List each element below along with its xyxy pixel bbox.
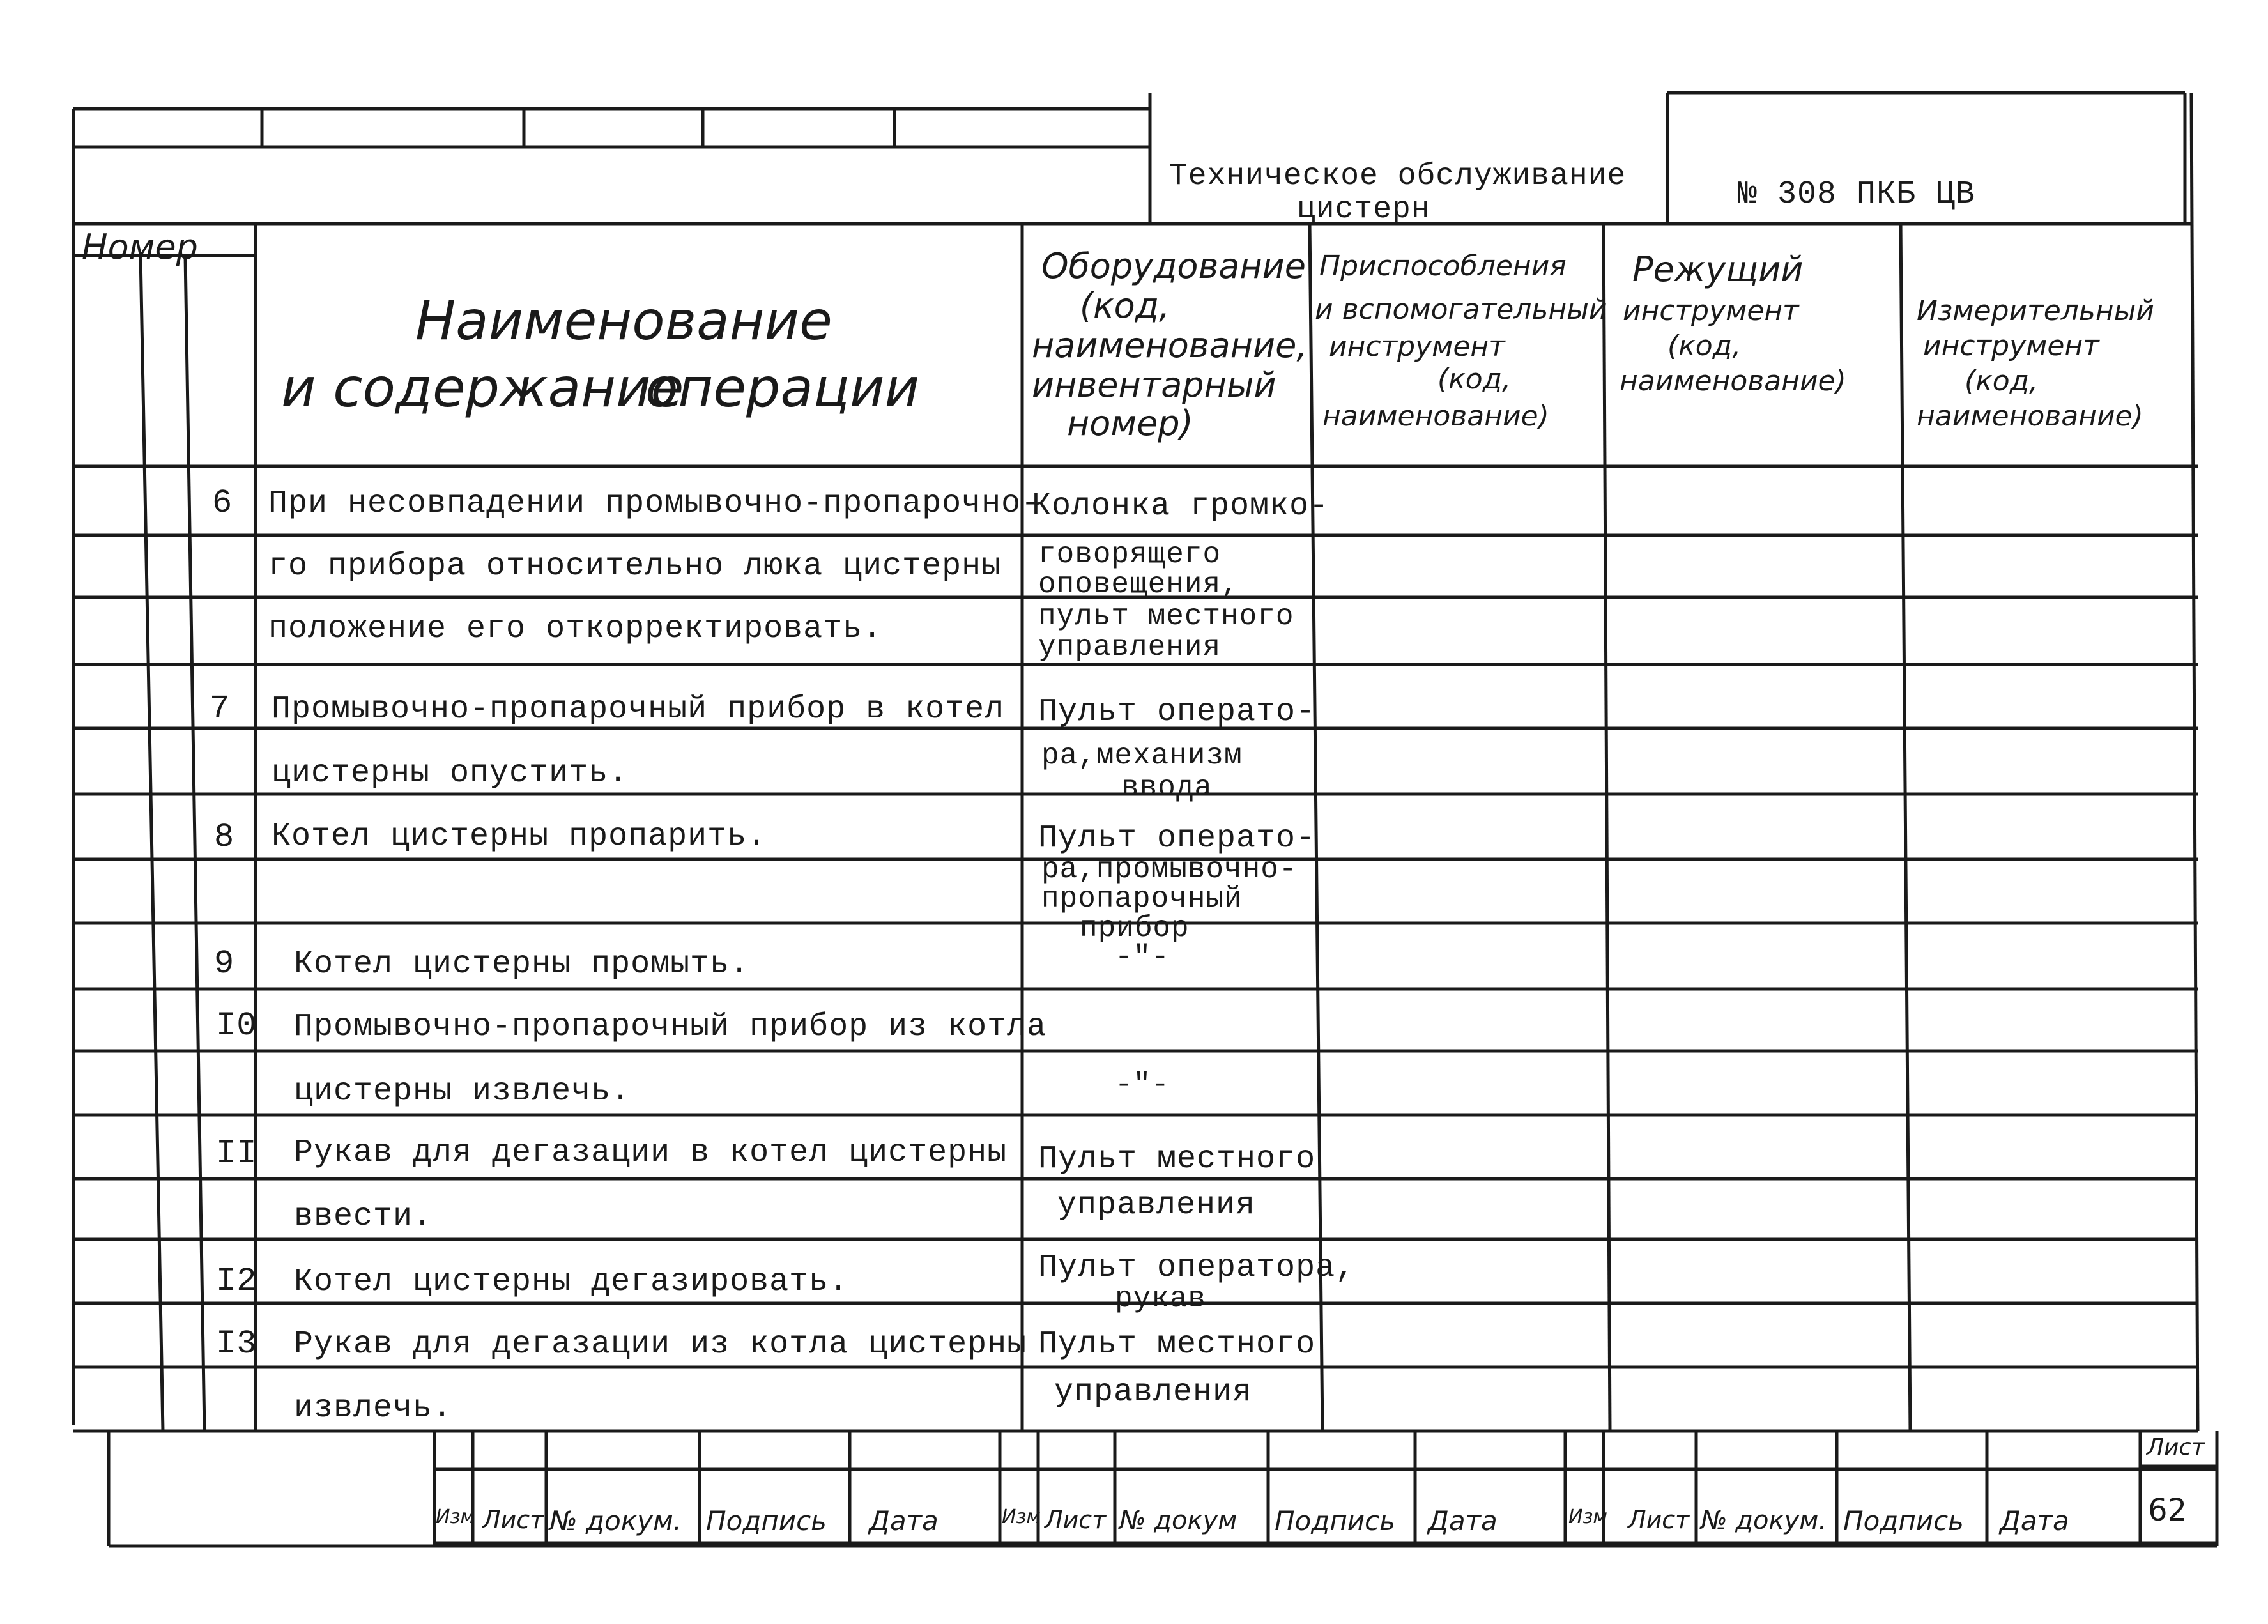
equipment-text: Пульт оператора,	[1038, 1250, 1356, 1286]
col-cutting-header-4: наименование)	[1620, 365, 1846, 397]
row-number: 6	[212, 484, 233, 522]
operation-text: го прибора относительно люка цистерны	[268, 548, 1002, 585]
doc-number: № 308 ПКБ ЦВ	[1738, 176, 1976, 213]
footer-label: Лист	[1628, 1506, 1690, 1534]
col-name-header-2: и содержание	[281, 356, 684, 419]
footer-label: Дата	[2000, 1505, 2069, 1536]
col-fixtures-header-1: Приспособления	[1319, 250, 1567, 282]
footer-label: Дата	[1428, 1505, 1498, 1536]
equipment-text: ввода	[1121, 771, 1213, 804]
operation-text: ввести.	[294, 1199, 433, 1235]
operation-text: Промывочно-пропарочный прибор из котла	[294, 1009, 1047, 1045]
col-fixtures-header-3: инструмент	[1329, 330, 1505, 363]
footer-label: Подпись	[706, 1505, 827, 1536]
operation-text: Котел цистерны промыть.	[294, 946, 750, 983]
col-cutting-header-2: инструмент	[1623, 295, 1799, 327]
equipment-text: Пульт операто-	[1038, 694, 1316, 730]
col-equipment-header-2: (код,	[1080, 286, 1170, 326]
equipment-text: Пульт операто-	[1038, 820, 1316, 857]
footer-label: Лист	[1045, 1506, 1107, 1534]
col-fixtures-header-4: (код,	[1437, 363, 1512, 395]
col-equipment-header-3: наименование,	[1032, 325, 1308, 365]
row-number: I2	[216, 1262, 257, 1300]
equipment-text: ра,промывочно-	[1041, 853, 1298, 886]
row-number: 7	[210, 690, 231, 728]
footer-label: Лист	[482, 1506, 544, 1534]
footer-label: Подпись	[1843, 1505, 1964, 1536]
operation-text: Промывочно-пропарочный прибор в котел	[272, 691, 1005, 728]
equipment-text: Колонка громко-	[1032, 488, 1329, 525]
footer-label: № докум.	[549, 1505, 682, 1536]
col-name-header-3: операции	[645, 356, 920, 419]
row-number: II	[216, 1135, 257, 1172]
equipment-text: управления	[1057, 1187, 1256, 1223]
operation-text: цистерны опустить.	[272, 755, 629, 792]
col-equipment-header-1: Оборудование	[1041, 246, 1306, 286]
doc-title-2: цистерн	[1297, 192, 1430, 227]
equipment-text: Пульт местного	[1038, 1326, 1316, 1363]
col-fixtures-header-5: наименование)	[1322, 400, 1549, 433]
footer-label: Дата	[869, 1505, 939, 1536]
row-number: 8	[214, 818, 235, 856]
equipment-text: ра,механизм	[1041, 739, 1243, 772]
operation-text: Рукав для дегазации из котла цистерны	[294, 1326, 1027, 1363]
row-number: I0	[216, 1007, 257, 1045]
operation-text: Котел цистерны дегазировать.	[294, 1264, 849, 1300]
equipment-text: управления	[1054, 1374, 1253, 1411]
col-cutting-header-3: (код,	[1667, 330, 1742, 362]
col-measuring-header-4: наименование)	[1917, 400, 2143, 433]
footer-label: № докум	[1119, 1506, 1237, 1535]
operation-text: цистерны извлечь.	[294, 1073, 631, 1110]
operation-text: При несовпадении промывочно-пропарочно-	[268, 486, 1041, 522]
equipment-text: -"-	[1115, 940, 1170, 974]
row-number: 9	[214, 945, 235, 983]
equipment-text: Пульт местного	[1038, 1141, 1316, 1177]
sheet-number: 62	[2148, 1492, 2188, 1528]
col-cutting-header-1: Режущий	[1632, 249, 1804, 289]
col-measuring-header-2: инструмент	[1923, 330, 2099, 362]
operation-text: Рукав для дегазации в котел цистерны	[294, 1135, 1008, 1171]
footer-label: Изм	[1568, 1506, 1608, 1528]
operation-text: Котел цистерны пропарить.	[272, 818, 767, 855]
equipment-text: пропарочный	[1041, 882, 1243, 915]
footer-label: Подпись	[1275, 1505, 1395, 1536]
equipment-text: прибор	[1080, 912, 1190, 945]
equipment-text: управления	[1038, 631, 1222, 664]
col-fixtures-header-2: и вспомогательный	[1315, 293, 1607, 326]
equipment-text: рукав	[1115, 1282, 1207, 1315]
footer-label: Изм	[1002, 1506, 1041, 1528]
col-measuring-header-1: Измерительный	[1917, 295, 2154, 327]
col-number-header: Номер	[82, 227, 198, 267]
row-number: I3	[216, 1325, 257, 1363]
equipment-text: оповещения,	[1038, 568, 1239, 601]
equipment-text: говорящего	[1038, 538, 1222, 571]
operation-text: положение его откорректировать.	[268, 611, 883, 647]
footer-label: № докум.	[1701, 1506, 1827, 1535]
col-equipment-header-4: инвентарный	[1032, 365, 1276, 405]
equipment-text: -"-	[1115, 1068, 1170, 1101]
col-equipment-header-5: номер)	[1067, 403, 1193, 443]
operation-text: извлечь.	[294, 1390, 453, 1427]
equipment-text: пульт местного	[1038, 600, 1294, 633]
col-name-header-1: Наименование	[415, 289, 832, 352]
col-measuring-header-3: (код,	[1965, 365, 2039, 397]
footer-label: Изм	[436, 1506, 475, 1528]
doc-title: Техническое обслуживание	[1169, 159, 1627, 194]
sheet-label: Лист	[2147, 1434, 2205, 1460]
